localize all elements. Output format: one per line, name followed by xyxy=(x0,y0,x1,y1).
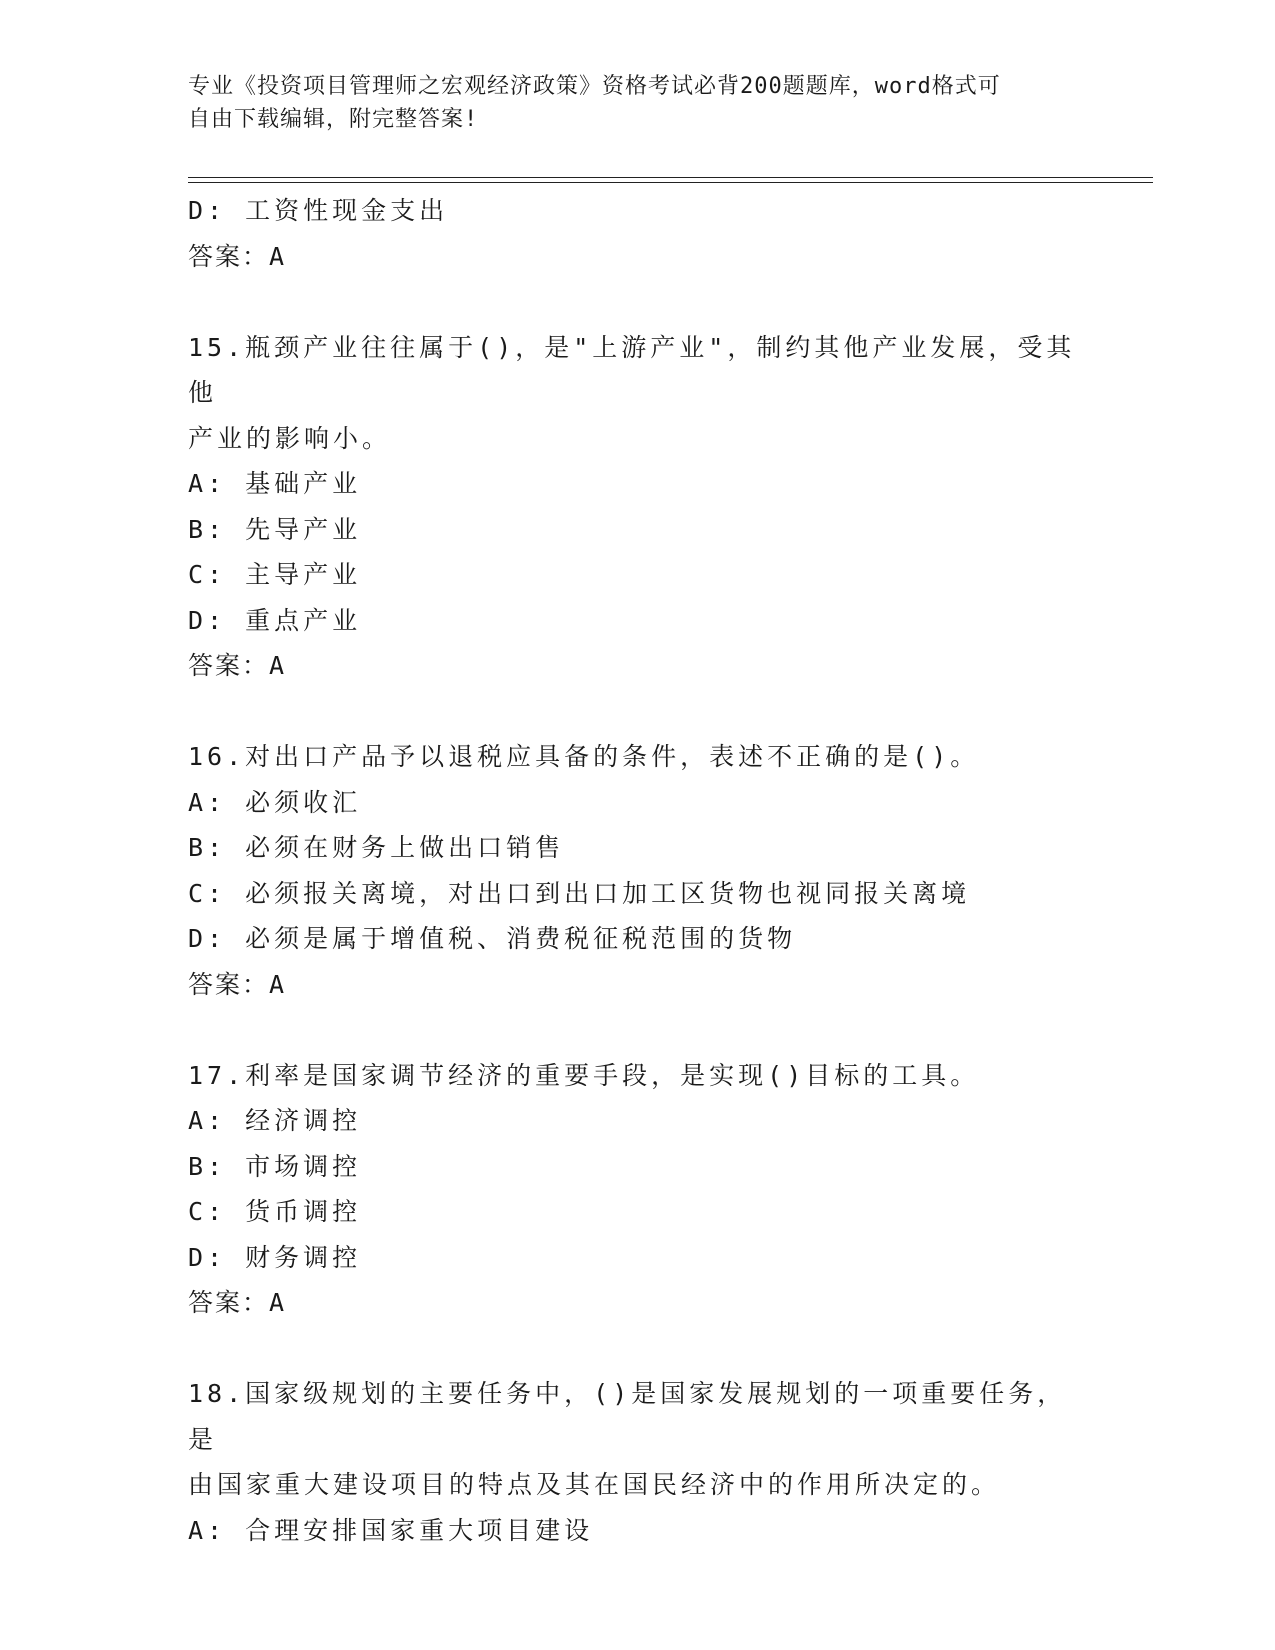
header-line-2: 自由下载编辑，附完整答案! xyxy=(188,107,479,132)
question-text-line-1: 16.对出口产品予以退税应具备的条件，表述不正确的是()。 xyxy=(188,742,980,771)
option-a: A: 经济调控 xyxy=(188,1106,362,1135)
answer: 答案：A xyxy=(188,651,287,680)
question-text-line-2: 由国家重大建设项目的特点及其在国民经济中的作用所决定的。 xyxy=(188,1470,1001,1499)
header-line-1: 专业《投资项目管理师之宏观经济政策》资格考试必背200题题库，word格式可 xyxy=(188,74,1001,99)
question-16 xyxy=(188,734,1088,1007)
document-header xyxy=(188,70,1068,136)
answer: 答案：A xyxy=(188,241,287,271)
header-rule-top xyxy=(188,177,1153,178)
option-c: C: 主导产业 xyxy=(188,560,362,589)
answer: 答案：A xyxy=(188,969,287,999)
answer: 答案：A xyxy=(188,1288,287,1317)
question-18 xyxy=(188,1371,1088,1553)
question-14-tail xyxy=(188,188,1088,279)
option-b: B: 先导产业 xyxy=(188,514,362,544)
header-rule-bottom xyxy=(188,182,1153,183)
question-15 xyxy=(188,325,1088,689)
option-a: A: 必须收汇 xyxy=(188,787,362,817)
option-c: C: 货币调控 xyxy=(188,1197,362,1226)
option-d: D: 重点产业 xyxy=(188,605,362,635)
question-17 xyxy=(188,1053,1088,1326)
option-c: C: 必须报关离境，对出口到出口加工区货物也视同报关离境 xyxy=(188,878,971,908)
option-a: A: 合理安排国家重大项目建设 xyxy=(188,1515,594,1545)
option-a: A: 基础产业 xyxy=(188,469,362,498)
option-d: D: 财务调控 xyxy=(188,1242,362,1272)
option-d: D: 必须是属于增值税、消费税征税范围的货物 xyxy=(188,924,797,953)
question-text-line-1: 15.瓶颈产业往往属于()，是"上游产业"，制约其他产业发展，受其他 xyxy=(188,332,1076,407)
question-text-line-1: 17.利率是国家调节经济的重要手段，是实现()目标的工具。 xyxy=(188,1060,980,1090)
option-d: D: 工资性现金支出 xyxy=(188,196,449,225)
option-b: B: 市场调控 xyxy=(188,1151,362,1181)
option-b: B: 必须在财务上做出口销售 xyxy=(188,833,565,862)
question-text-line-1: 18.国家级规划的主要任务中，()是国家发展规划的一项重要任务，是 xyxy=(188,1379,1067,1454)
document-body xyxy=(188,188,1088,1553)
question-text-line-2: 产业的影响小。 xyxy=(188,423,392,453)
